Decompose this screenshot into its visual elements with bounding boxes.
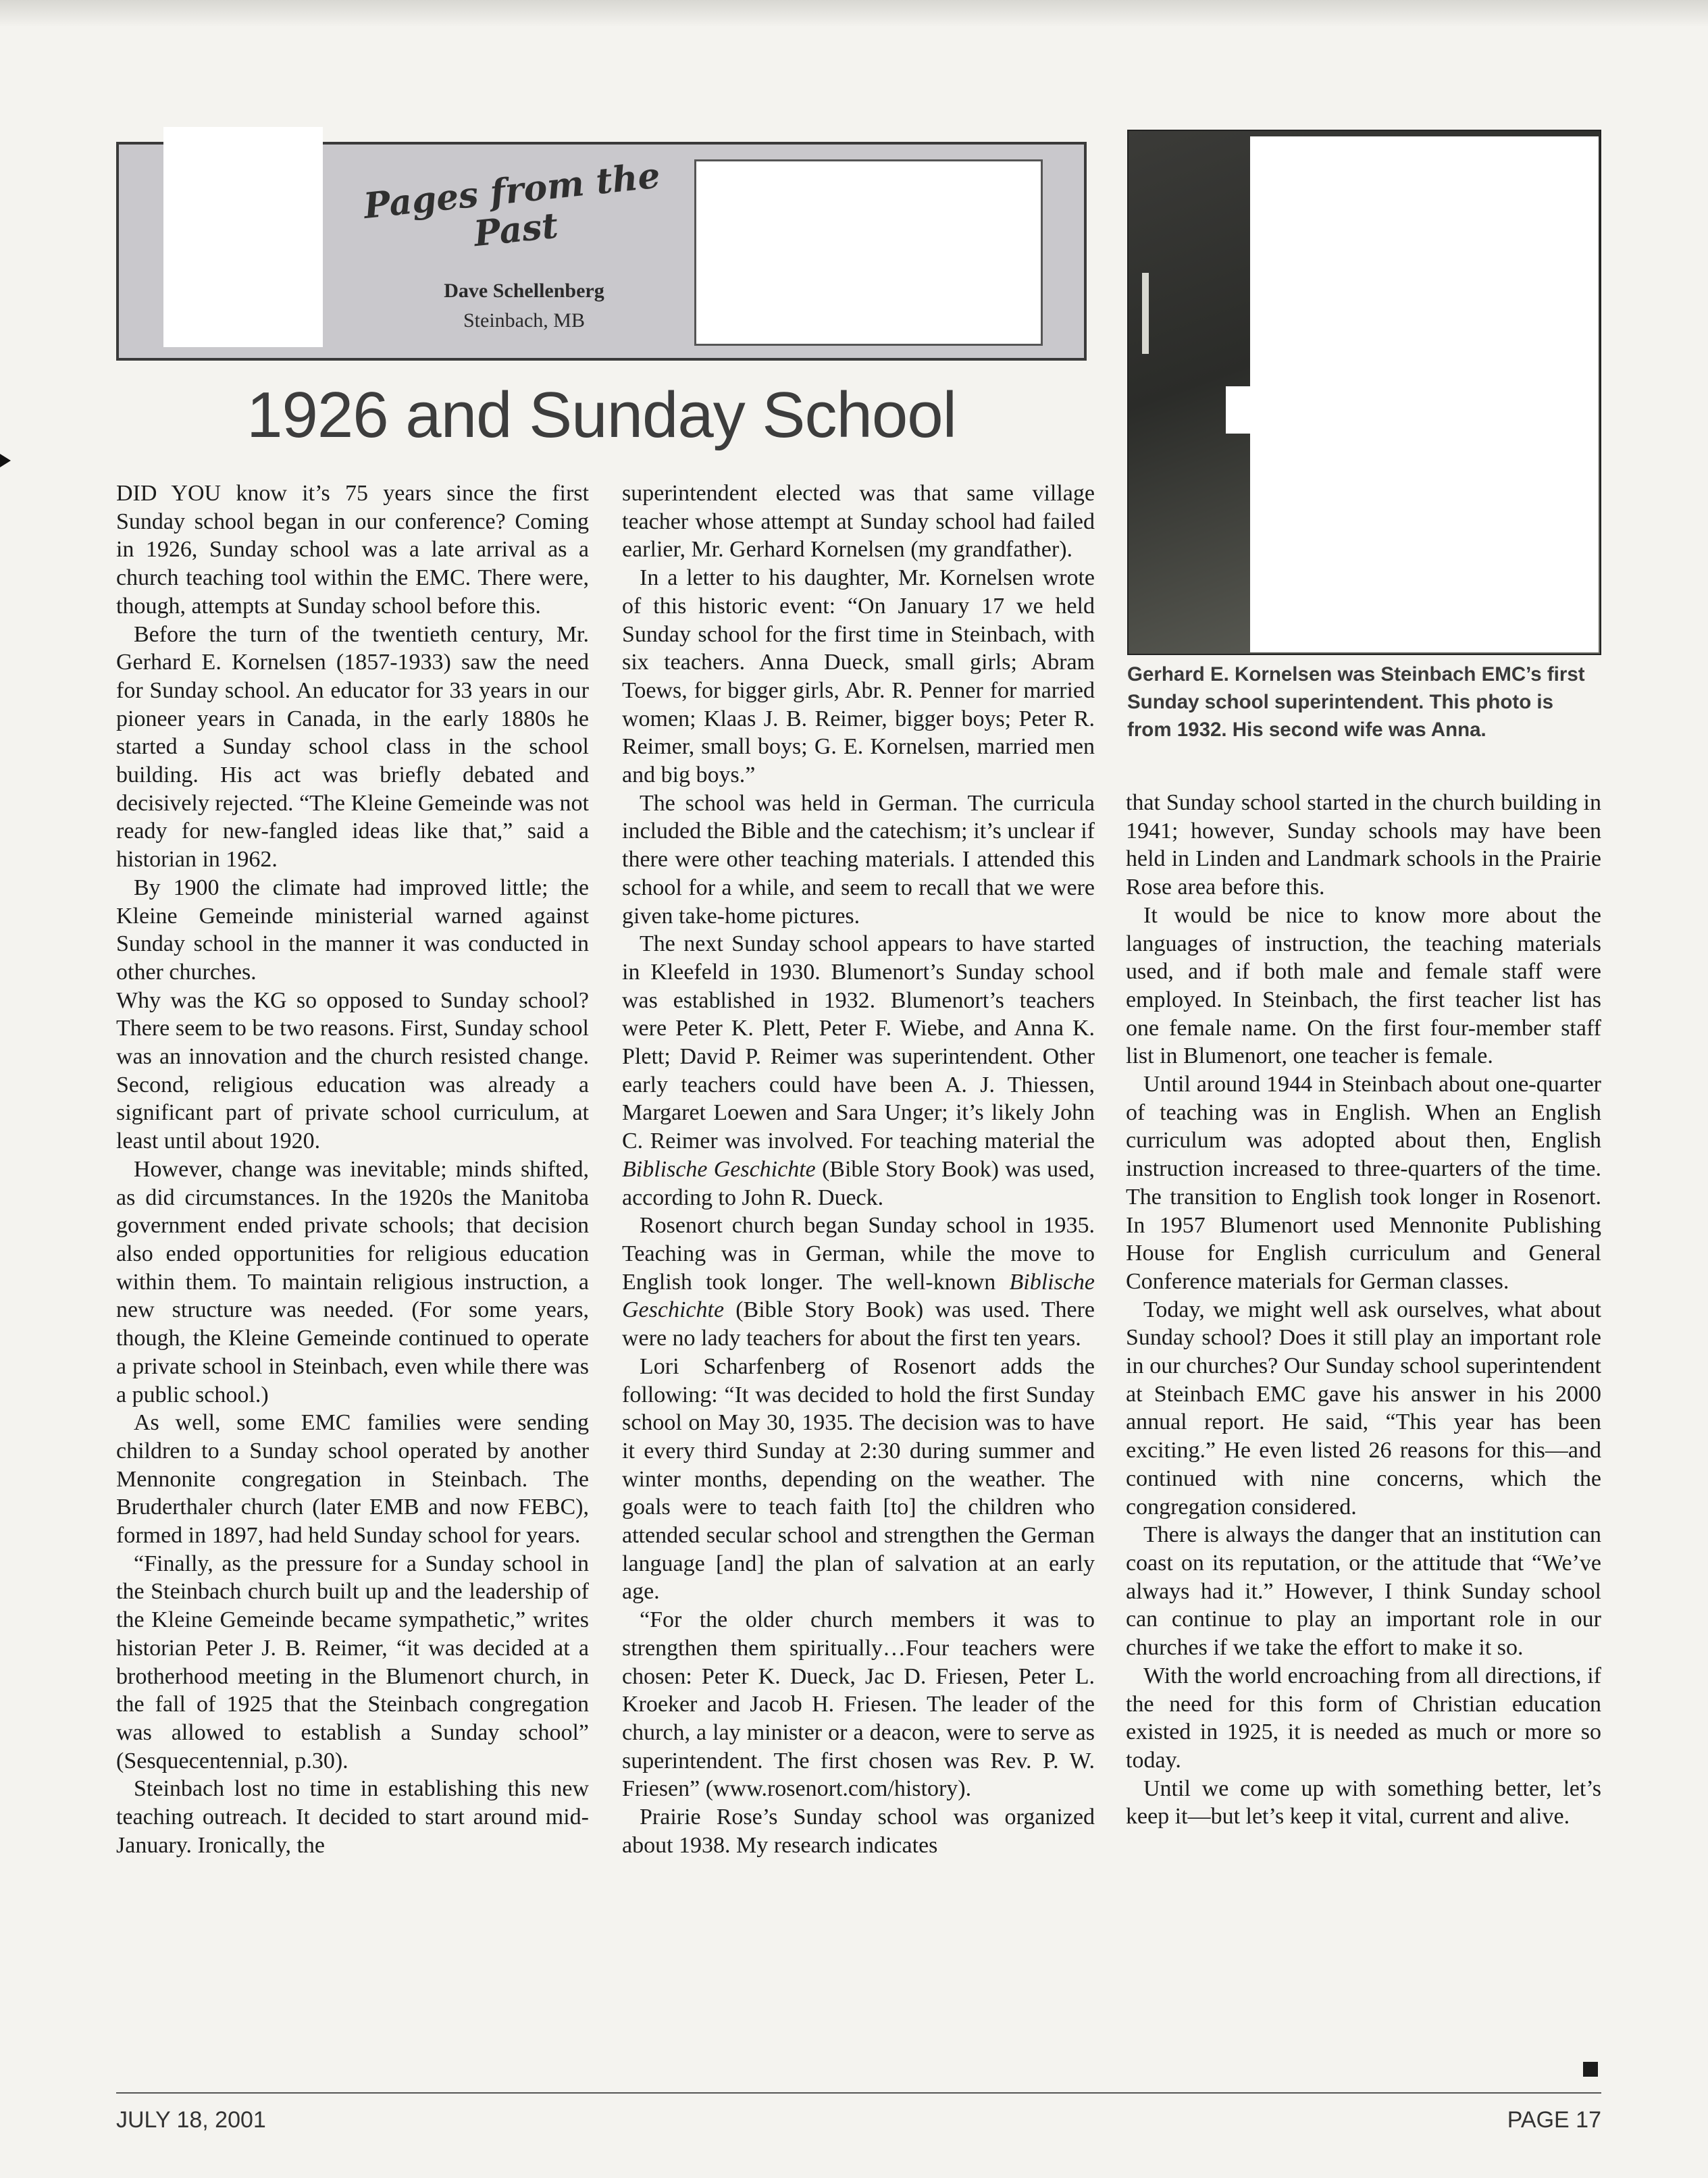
paragraph: Why was the KG so opposed to Sunday school? There seem to be two reasons. First, Sunday school was an innovation and the church resisted change. Second, religious education was already a significant part of private school curriculum, at least until about 1920. — [116, 987, 589, 1154]
article-column-3 — [1126, 789, 1601, 1831]
paragraph: Prairie Rose’s Sunday school was organized about 1938. My research indicates — [622, 1805, 1095, 1858]
scan-edge — [0, 0, 1708, 27]
paragraph: Today, we might well ask ourselves, what about Sunday school? Does it still play an important role in our churches? Our Sunday school superintendent at Steinbach EMC gave his answer in his 2000 annual report. He said, “This year has been exciting.” He even listed 26 reasons for this—and continued with nine concerns, which the congregation considered. — [1126, 1297, 1601, 1520]
masked-image — [163, 127, 323, 347]
paragraph: The next Sunday school appears to have started in Kleefeld in 1930. Blumenort’s Sunday school was established in 1932. Blumenort’s teachers were Peter K. Plett, Peter F. Wiebe, and Anna K. Plett; David P. Reimer was superintendent. Other early teachers could have been A. J. Thiessen, Margaret Loewen and Sara Unger; it’s likely John C. Reimer was involved. For teaching material the Biblische Geschichte (Bible Story Book) was used, according to John R. Dueck. — [622, 931, 1095, 1210]
paragraph: There is always the danger that an institution can coast on its reputation, or the attitude that “We’ve always had it.” However, I think Sunday school can continue to play an important role in our churches if we take the effort to make it so. — [1126, 1522, 1601, 1661]
masked-region — [1226, 386, 1253, 434]
masked-region — [1250, 136, 1599, 652]
paragraph: superintendent elected was that same village teacher whose attempt at Sunday school had failed earlier, Mr. Gerhard Kornelsen (my grandfather). — [622, 481, 1095, 563]
paragraph: With the world encroaching from all directions, if the need for this form of Christian education existed in 1925, it is needed as much or more so today. — [1126, 1663, 1601, 1773]
column-banner — [116, 142, 1087, 361]
photo-caption: Gerhard E. Kornelsen was Steinbach EMC’s first Sunday school superintendent. This photo is from 1932. His second wife was Anna. — [1127, 663, 1585, 741]
paragraph: Steinbach lost no time in establishing this new teaching outreach. It decided to start around mid-January. Ironically, the — [116, 1776, 589, 1858]
paragraph: Lori Scharfenberg of Rosenort adds the following: “It was decided to hold the first Sunday school on May 30, 1935. The decision was to have it every third Sunday at 2:30 during summer and winter months, depending on the weather. The goals were to teach faith [to] the children who attended secular school and strengthen the German language [and] the plan of salvation at an early age. — [622, 1353, 1095, 1605]
paragraph: By 1900 the climate had improved little; the Kleine Gemeinde ministerial warned against Sunday school in the manner it was conducted in other churches. — [116, 875, 589, 985]
paragraph: Rosenort church began Sunday school in 1935. Teaching was in German, while the move to English took longer. The well-known Biblische Geschichte (Bible Story Book) was used. There were no lady teachers for about the first ten years. — [622, 1213, 1095, 1351]
end-mark-icon — [1583, 2062, 1598, 2077]
paragraph: In a letter to his daughter, Mr. Kornelsen wrote of this historic event: “On January 17 we held Sunday school for the first time in Steinbach, with six teachers. Anna Dueck, small girls; Abram Toews, for bigger girls, Abr. R. Penner for married women; Klaas J. B. Reimer, bigger boys; Peter R. Reimer, small boys; G. E. Kornelsen, married men and big boys.” — [622, 565, 1095, 788]
paragraph: Before the turn of the twentieth century, Mr. Gerhard E. Kornelsen (1857-1933) saw the need for Sunday school. An educator for 33 years in our pioneer years in Canada, in the early 1880s he started a Sunday school class in the school building. His act was briefly debated and decisively rejected. “The Kleine Gemeinde was not ready for new-fangled ideas like that,” said a historian in 1962. — [116, 621, 589, 873]
author-name: Dave Schellenberg — [444, 280, 604, 302]
article-column-1 — [116, 479, 589, 1859]
paragraph: Until we come up with something better, let’s keep it—but let’s keep it vital, current and alive. — [1126, 1775, 1601, 1830]
article-column-2 — [622, 479, 1095, 1859]
paragraph: The school was held in German. The curricula included the Bible and the catechism; it’s unclear if there were other teaching materials. I attended this school for a while, and seem to recall that we were given take-home pictures. — [622, 790, 1095, 929]
paragraph: However, change was inevitable; minds shifted, as did circumstances. In the 1920s the Manitoba government ended private schools; that decision also ended opportunities for religious education within them. To maintain religious instruction, a new structure was needed. (For some years, though, the Kleine Gemeinde continued to operate a private school in Steinbach, even while there was a public school.) — [116, 1156, 589, 1407]
footer-rule — [116, 2092, 1601, 2094]
column-title: Pages from the Past — [361, 155, 663, 255]
paragraph: that Sunday school started in the church building in 1941; however, Sunday schools may have been held in Linden and Landmark schools in the Prairie Rose area before this. — [1126, 790, 1601, 900]
paragraph: “Finally, as the pressure for a Sunday school in the Steinbach church built up and the leadership of the Kleine Gemeinde became sympathetic,” writes historian Peter J. B. Reimer, “it was decided at a brotherhood meeting in the Blumenort church, in the fall of 1925 that the Steinbach congregation was allowed to establish a Sunday school” (Sesquecentennial, p.30). — [116, 1551, 589, 1773]
paragraph: It would be nice to know more about the languages of instruction, the teaching materials used, and if both male and female staff were employed. In Steinbach, the first teacher list has one female name. On the first four-member staff list in Blumenort, one teacher is female. — [1126, 902, 1601, 1069]
margin-arrow-icon — [0, 454, 11, 467]
photo — [1127, 130, 1601, 655]
author-location: Steinbach, MB — [463, 309, 585, 332]
headline: 1926 and Sunday School — [247, 379, 956, 451]
paragraph: “For the older church members it was to strengthen them spiritually…Four teachers were chosen: Peter K. Dueck, Jac D. Friesen, Peter L. Kroeker and Jacob H. Friesen. The leader of the church, a lay minister or a deacon, were to serve as superintendent. The first chosen was Rev. P. W. Friesen” (www.rosenort.com/history). — [622, 1607, 1095, 1802]
paragraph: Until around 1944 in Steinbach about one-quarter of teaching was in English. When an English curriculum was adopted about then, English instruction increased to three-quarters of the time. The transition to English took longer in Rosenort. In 1957 Blumenort used Mennonite Publishing House for English curriculum and General Conference materials for German classes. — [1126, 1072, 1601, 1294]
masked-image — [694, 159, 1043, 346]
book-title: Biblische Geschichte — [622, 1156, 816, 1182]
paragraph: DID YOU know it’s 75 years since the first Sunday school began in our conference? Coming in 1926, Sunday school was a late arrival as a church teaching tool within the EMC. There were, though, attempts at Sunday school before this. — [116, 481, 589, 619]
footer-date: JULY 18, 2001 — [116, 2107, 266, 2133]
page-number: PAGE 17 — [1507, 2107, 1601, 2133]
paragraph: As well, some EMC families were sending children to a Sunday school operated by another Mennonite congregation in Steinbach. The Bruderthaler church (later EMB and now FEBC), formed in 1897, had held Sunday school for years. — [116, 1410, 589, 1549]
book-title: Biblische Geschichte — [622, 1269, 1095, 1323]
